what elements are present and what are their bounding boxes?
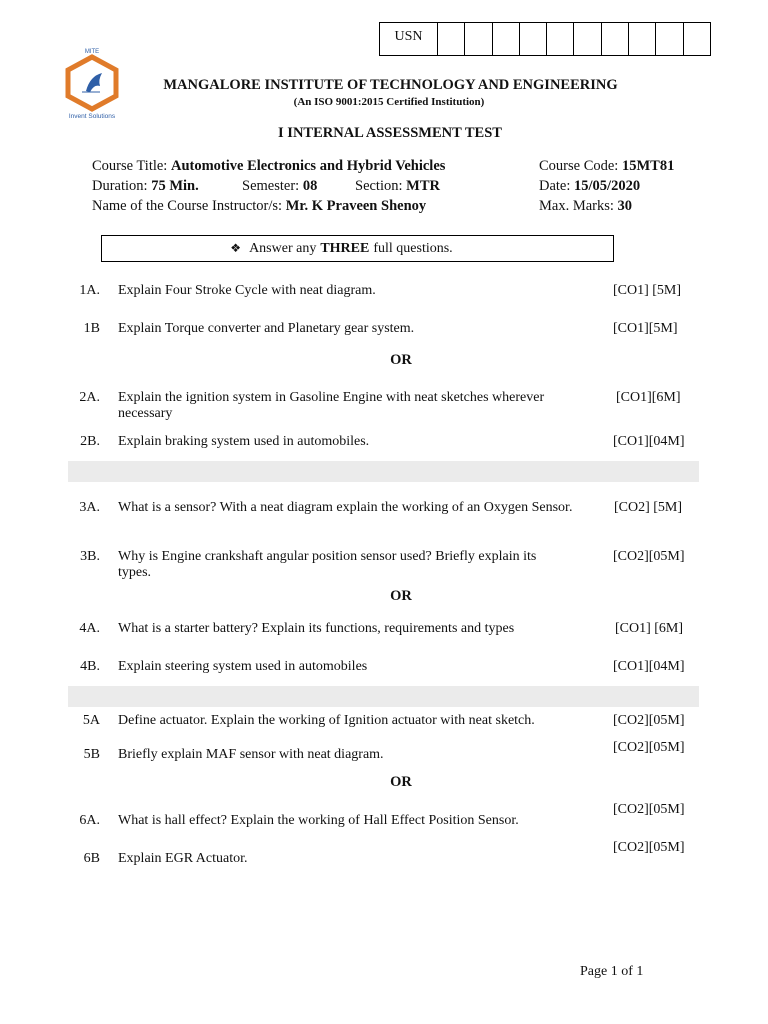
- diamond-bullet-icon: ❖: [230, 241, 242, 255]
- course-code-label: Course Code:: [539, 158, 619, 174]
- duration-row: [92, 178, 199, 195]
- certification-note: (An ISO 9001:2015 Certified Institution): [293, 96, 485, 108]
- semester-label: Semester:: [242, 178, 300, 194]
- question-marks: [CO2][05M]: [613, 802, 685, 817]
- question-text: What is hall effect? Explain the working of Hall Effect Position Sensor.: [118, 813, 519, 828]
- course-code-row: [539, 158, 674, 175]
- question-number: 5B: [83, 747, 100, 762]
- instruction-post: full questions.: [373, 240, 453, 256]
- max-marks-row: [539, 198, 632, 215]
- instructor-row: [92, 198, 426, 215]
- instruction-bold: THREE: [320, 240, 370, 256]
- or-separator: OR: [390, 352, 412, 368]
- question-text: What is a sensor? With a neat diagram explain the working of an Oxygen Sensor.: [118, 500, 573, 515]
- institution-name: MANGALORE INSTITUTE OF TECHNOLOGY AND ENGINEERING: [163, 77, 618, 93]
- question-marks: [CO2] [5M]: [614, 500, 683, 515]
- course-title-value: Automotive Electronics and Hybrid Vehicles: [170, 158, 446, 174]
- instruction-pre: Answer any: [249, 240, 317, 256]
- question-number: 3B.: [80, 549, 100, 564]
- instruction-box: [101, 235, 614, 262]
- instructor-value: Mr. K Praveen Shenoy: [285, 198, 427, 214]
- page-number: Page 1 of 1: [580, 964, 644, 979]
- usn-cell: [438, 23, 465, 55]
- usn-cell: [574, 23, 601, 55]
- question-number: 2A.: [79, 390, 100, 405]
- question-text: Explain braking system used in automobiles.: [118, 434, 370, 449]
- question-marks: [CO1][6M]: [616, 390, 681, 405]
- question-marks: [CO1] [5M]: [613, 283, 682, 298]
- question-text: Define actuator. Explain the working of Ignition actuator with neat sketch.: [118, 713, 535, 728]
- question-text: Explain Torque converter and Planetary gear system.: [118, 321, 415, 336]
- question-number: 2B.: [80, 434, 100, 449]
- question-text: Explain EGR Actuator.: [118, 851, 248, 866]
- question-text: What is a starter battery? Explain its functions, requirements and types: [118, 621, 515, 636]
- section-divider: [68, 686, 699, 707]
- instructor-label: Name of the Course Instructor/s:: [92, 198, 283, 214]
- max-marks-label: Max. Marks:: [539, 198, 614, 214]
- section-row: [355, 178, 440, 195]
- semester-row: [242, 178, 317, 195]
- question-number: 5A: [82, 713, 100, 728]
- date-value: 15/05/2020: [574, 178, 641, 194]
- section-label: Section:: [355, 178, 403, 194]
- course-title-label: Course Title:: [92, 158, 168, 174]
- question-marks: [CO2][05M]: [613, 549, 685, 564]
- usn-cell: [465, 23, 492, 55]
- usn-cell: [629, 23, 656, 55]
- semester-value: 08: [302, 178, 318, 194]
- or-separator: OR: [390, 588, 412, 604]
- question-number: 6A.: [79, 813, 100, 828]
- question-number: 1B: [83, 321, 100, 336]
- duration-label: Duration:: [92, 178, 148, 194]
- usn-cell: [493, 23, 520, 55]
- max-marks-value: 30: [617, 198, 633, 214]
- question-number: 1A.: [79, 283, 100, 298]
- course-title-row: [92, 158, 445, 175]
- question-number: 6B: [83, 851, 100, 866]
- usn-cell: [656, 23, 683, 55]
- usn-box: [379, 22, 711, 56]
- question-text: Explain the ignition system in Gasoline Engine with neat sketches wherever necessary: [118, 390, 545, 421]
- question-text: Briefly explain MAF sensor with neat diagram.: [118, 747, 384, 762]
- test-title: I INTERNAL ASSESSMENT TEST: [278, 125, 502, 141]
- usn-cell: [684, 23, 710, 55]
- course-code-value: 15MT81: [621, 158, 675, 174]
- question-marks: [CO1] [6M]: [615, 621, 684, 636]
- question-number: 3A.: [79, 500, 100, 515]
- usn-cell: [547, 23, 574, 55]
- question-marks: [CO2][05M]: [613, 740, 685, 755]
- question-marks: [CO1][5M]: [613, 321, 678, 336]
- question-number: 4B.: [80, 659, 100, 674]
- logo-tagline: Invent Solutions: [68, 113, 116, 120]
- logo-top-text: MITE: [84, 49, 100, 55]
- question-marks: [CO1][04M]: [613, 659, 685, 674]
- question-text: Why is Engine crankshaft angular position sensor used? Briefly explain its types.: [118, 549, 537, 580]
- section-value: MTR: [406, 178, 440, 194]
- usn-label: USN: [380, 23, 438, 55]
- section-divider: [68, 461, 699, 482]
- duration-value: 75 Min.: [151, 178, 199, 194]
- question-marks: [CO2][05M]: [613, 713, 685, 728]
- question-number: 4A.: [79, 621, 100, 636]
- usn-cell: [520, 23, 547, 55]
- question-text: Explain steering system used in automobiles: [118, 659, 368, 674]
- usn-cell: [602, 23, 629, 55]
- date-label: Date:: [539, 178, 571, 194]
- date-row: [539, 178, 640, 195]
- question-text: Explain Four Stroke Cycle with neat diagram.: [118, 283, 376, 298]
- question-marks: [CO1][04M]: [613, 434, 685, 449]
- or-separator: OR: [390, 774, 412, 790]
- question-marks: [CO2][05M]: [613, 840, 685, 855]
